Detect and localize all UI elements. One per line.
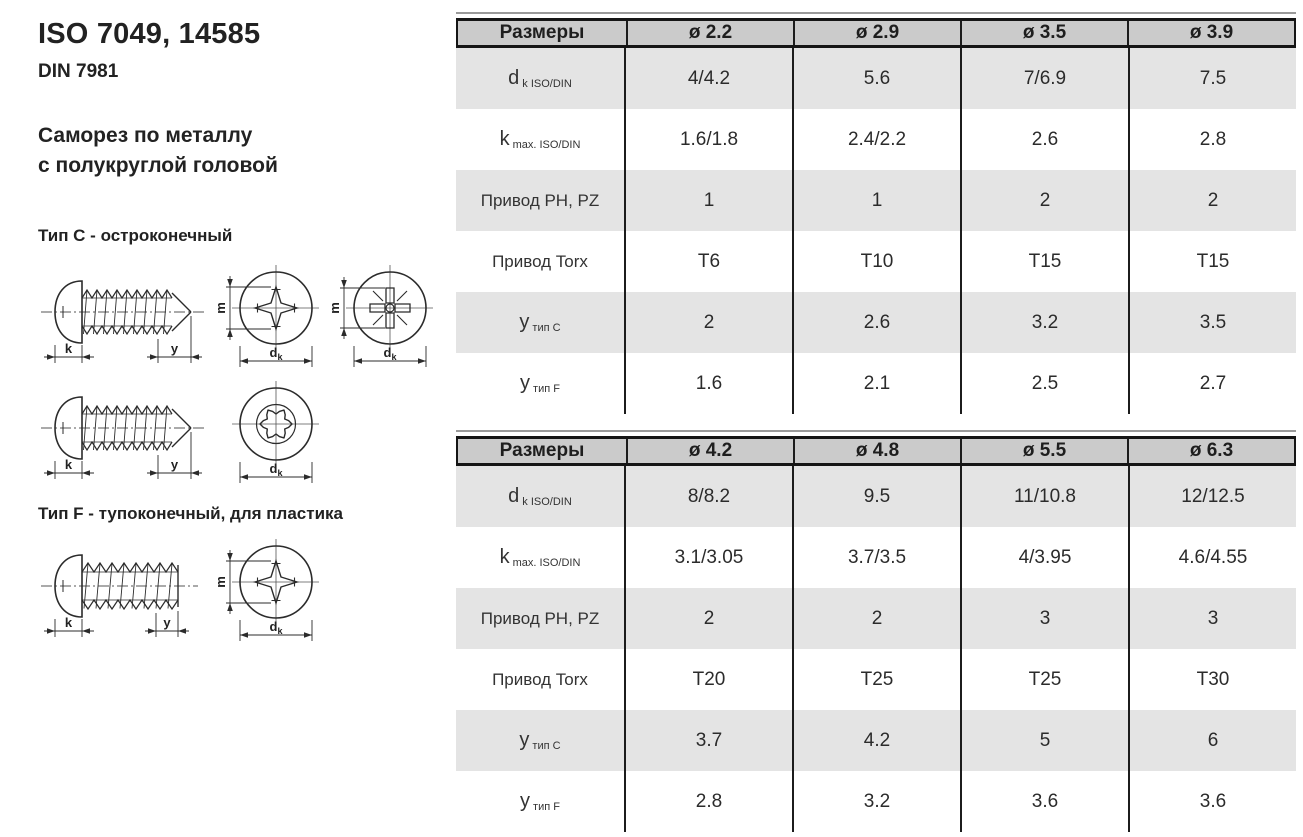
- table-cell-value: 5: [960, 710, 1128, 771]
- table-cell-value: 4.6/4.55: [1128, 527, 1296, 588]
- table-row: [456, 292, 1296, 353]
- table-cell-value: 2.8: [624, 771, 792, 832]
- table-cell-value: T6: [624, 231, 792, 292]
- table-header-row: [456, 436, 1296, 466]
- row-label-main: у: [520, 790, 531, 812]
- table-cell-value: 2.8: [1128, 109, 1296, 170]
- phillips-head-view: [218, 260, 322, 372]
- table-cell-value: T25: [792, 649, 960, 710]
- product-name: [38, 121, 446, 182]
- table-row: [456, 649, 1296, 710]
- table-cell-value: 1: [792, 170, 960, 231]
- pozidriv-head-view: [332, 260, 436, 372]
- row-label-main: Привод PH, PZ: [480, 190, 600, 210]
- row-label: [456, 292, 624, 353]
- row-label: [456, 231, 624, 292]
- row-label-sub: тип F: [533, 382, 560, 395]
- row-label-main: k: [499, 128, 510, 150]
- column-header: Размеры: [499, 440, 585, 461]
- table-cell-value: 12/12.5: [1128, 466, 1296, 527]
- table-cell-value: 3.6: [960, 771, 1128, 832]
- column-header: ø 6.3: [1127, 439, 1294, 463]
- table-cell-value: 2: [1128, 170, 1296, 231]
- table-row: [456, 710, 1296, 771]
- row-label: [456, 649, 624, 710]
- table-cell-value: 3.7: [624, 710, 792, 771]
- row-label-main: у: [519, 311, 530, 333]
- table-cell-value: 2.1: [792, 353, 960, 414]
- table-cell-value: 2: [960, 170, 1128, 231]
- table-cell-value: 3: [1128, 588, 1296, 649]
- type-c-label: Тип C - остроконечный: [38, 225, 233, 245]
- row-label: [456, 466, 624, 527]
- table-row: [456, 588, 1296, 649]
- spec-table-small-diameters: [456, 12, 1296, 414]
- table-header-row: [456, 18, 1296, 48]
- row-label-main: Привод Torx: [492, 669, 588, 689]
- column-header: ø 3.9: [1127, 21, 1294, 45]
- row-label: [456, 48, 624, 109]
- table-cell-value: T10: [792, 231, 960, 292]
- phillips-head-view: [218, 534, 322, 646]
- column-header: Размеры: [499, 22, 585, 43]
- row-label-main: d: [508, 485, 520, 507]
- table-row: [456, 353, 1296, 414]
- page-title: ISO 7049, 14585: [38, 18, 261, 50]
- column-header: ø 3.5: [960, 21, 1127, 45]
- column-header: ø 2.9: [793, 21, 960, 45]
- row-label-main: d: [508, 67, 520, 89]
- table-row: [456, 527, 1296, 588]
- row-label: [456, 710, 624, 771]
- table-cell-value: 1.6/1.8: [624, 109, 792, 170]
- row-label: [456, 353, 624, 414]
- type-f-drawings-row: [38, 534, 446, 646]
- column-header: ø 2.2: [626, 21, 793, 45]
- row-label-sub: тип C: [532, 739, 561, 752]
- table-row: [456, 771, 1296, 832]
- table-cell-value: 8/8.2: [624, 466, 792, 527]
- row-label-sub: k ISO/DIN: [522, 495, 572, 508]
- row-label-main: k: [499, 546, 510, 568]
- table-cell-value: 3.2: [960, 292, 1128, 353]
- column-header: ø 5.5: [960, 439, 1127, 463]
- table-cell-value: 5.6: [792, 48, 960, 109]
- table-cell-value: 3.7/3.5: [792, 527, 960, 588]
- row-label-main: Привод Torx: [492, 251, 588, 271]
- table-cell-value: 2.7: [1128, 353, 1296, 414]
- table-cell-value: 2: [624, 292, 792, 353]
- table-cell-value: 2.4/2.2: [792, 109, 960, 170]
- table-cell-value: 6: [1128, 710, 1296, 771]
- row-label: [456, 588, 624, 649]
- table-cell-value: T15: [1128, 231, 1296, 292]
- table-cell-value: 4/3.95: [960, 527, 1128, 588]
- table-cell-value: 3: [960, 588, 1128, 649]
- row-label: [456, 527, 624, 588]
- table-cell-value: 4.2: [792, 710, 960, 771]
- table-row: [456, 48, 1296, 109]
- torx-head-view: [218, 376, 322, 488]
- type-c-drawings-row-2: [38, 376, 446, 488]
- product-name-line2: с полукруглой головой: [38, 154, 278, 178]
- table-cell-value: 7.5: [1128, 48, 1296, 109]
- row-label-main: Привод PH, PZ: [480, 608, 600, 628]
- column-header: ø 4.8: [793, 439, 960, 463]
- table-cell-value: 2: [792, 588, 960, 649]
- table-cell-value: T30: [1128, 649, 1296, 710]
- row-label-sub: тип C: [532, 321, 561, 334]
- table-cell-value: 1: [624, 170, 792, 231]
- left-panel: [38, 18, 446, 646]
- table-cell-value: T25: [960, 649, 1128, 710]
- column-header: ø 4.2: [626, 439, 793, 463]
- table-row: [456, 109, 1296, 170]
- row-label-sub: max. ISO/DIN: [512, 138, 581, 151]
- screw-side-view-type-c: [38, 260, 208, 370]
- row-label-sub: тип F: [533, 800, 560, 813]
- row-label-main: у: [520, 372, 531, 394]
- table-cell-value: 3.5: [1128, 292, 1296, 353]
- spec-table-large-diameters: [456, 430, 1296, 832]
- table-cell-value: 3.6: [1128, 771, 1296, 832]
- row-label-sub: max. ISO/DIN: [512, 556, 581, 569]
- table-cell-value: 9.5: [792, 466, 960, 527]
- table-cell-value: 3.1/3.05: [624, 527, 792, 588]
- table-cell-value: 2.6: [960, 109, 1128, 170]
- table-row: [456, 466, 1296, 527]
- type-f-label: Тип F - тупоконечный, для пластика: [38, 503, 343, 523]
- type-c-drawings-row-1: [38, 260, 446, 372]
- row-label-main: у: [519, 729, 530, 751]
- table-cell-value: 7/6.9: [960, 48, 1128, 109]
- table-cell-value: 1.6: [624, 353, 792, 414]
- table-cell-value: T20: [624, 649, 792, 710]
- table-cell-value: 2.6: [792, 292, 960, 353]
- din-subtitle: DIN 7981: [38, 61, 119, 82]
- tables-panel: [456, 12, 1296, 832]
- table-cell-value: 2: [624, 588, 792, 649]
- table-cell-value: 3.2: [792, 771, 960, 832]
- table-cell-value: T15: [960, 231, 1128, 292]
- row-label: [456, 771, 624, 832]
- row-label: [456, 170, 624, 231]
- product-name-line1: Саморез по металлу: [38, 124, 253, 147]
- row-label: [456, 109, 624, 170]
- table-cell-value: 4/4.2: [624, 48, 792, 109]
- table-row: [456, 231, 1296, 292]
- table-row: [456, 170, 1296, 231]
- screw-side-view-type-f: [38, 534, 208, 644]
- row-label-sub: k ISO/DIN: [522, 77, 572, 90]
- table-cell-value: 11/10.8: [960, 466, 1128, 527]
- screw-side-view-type-c: [38, 376, 208, 486]
- table-cell-value: 2.5: [960, 353, 1128, 414]
